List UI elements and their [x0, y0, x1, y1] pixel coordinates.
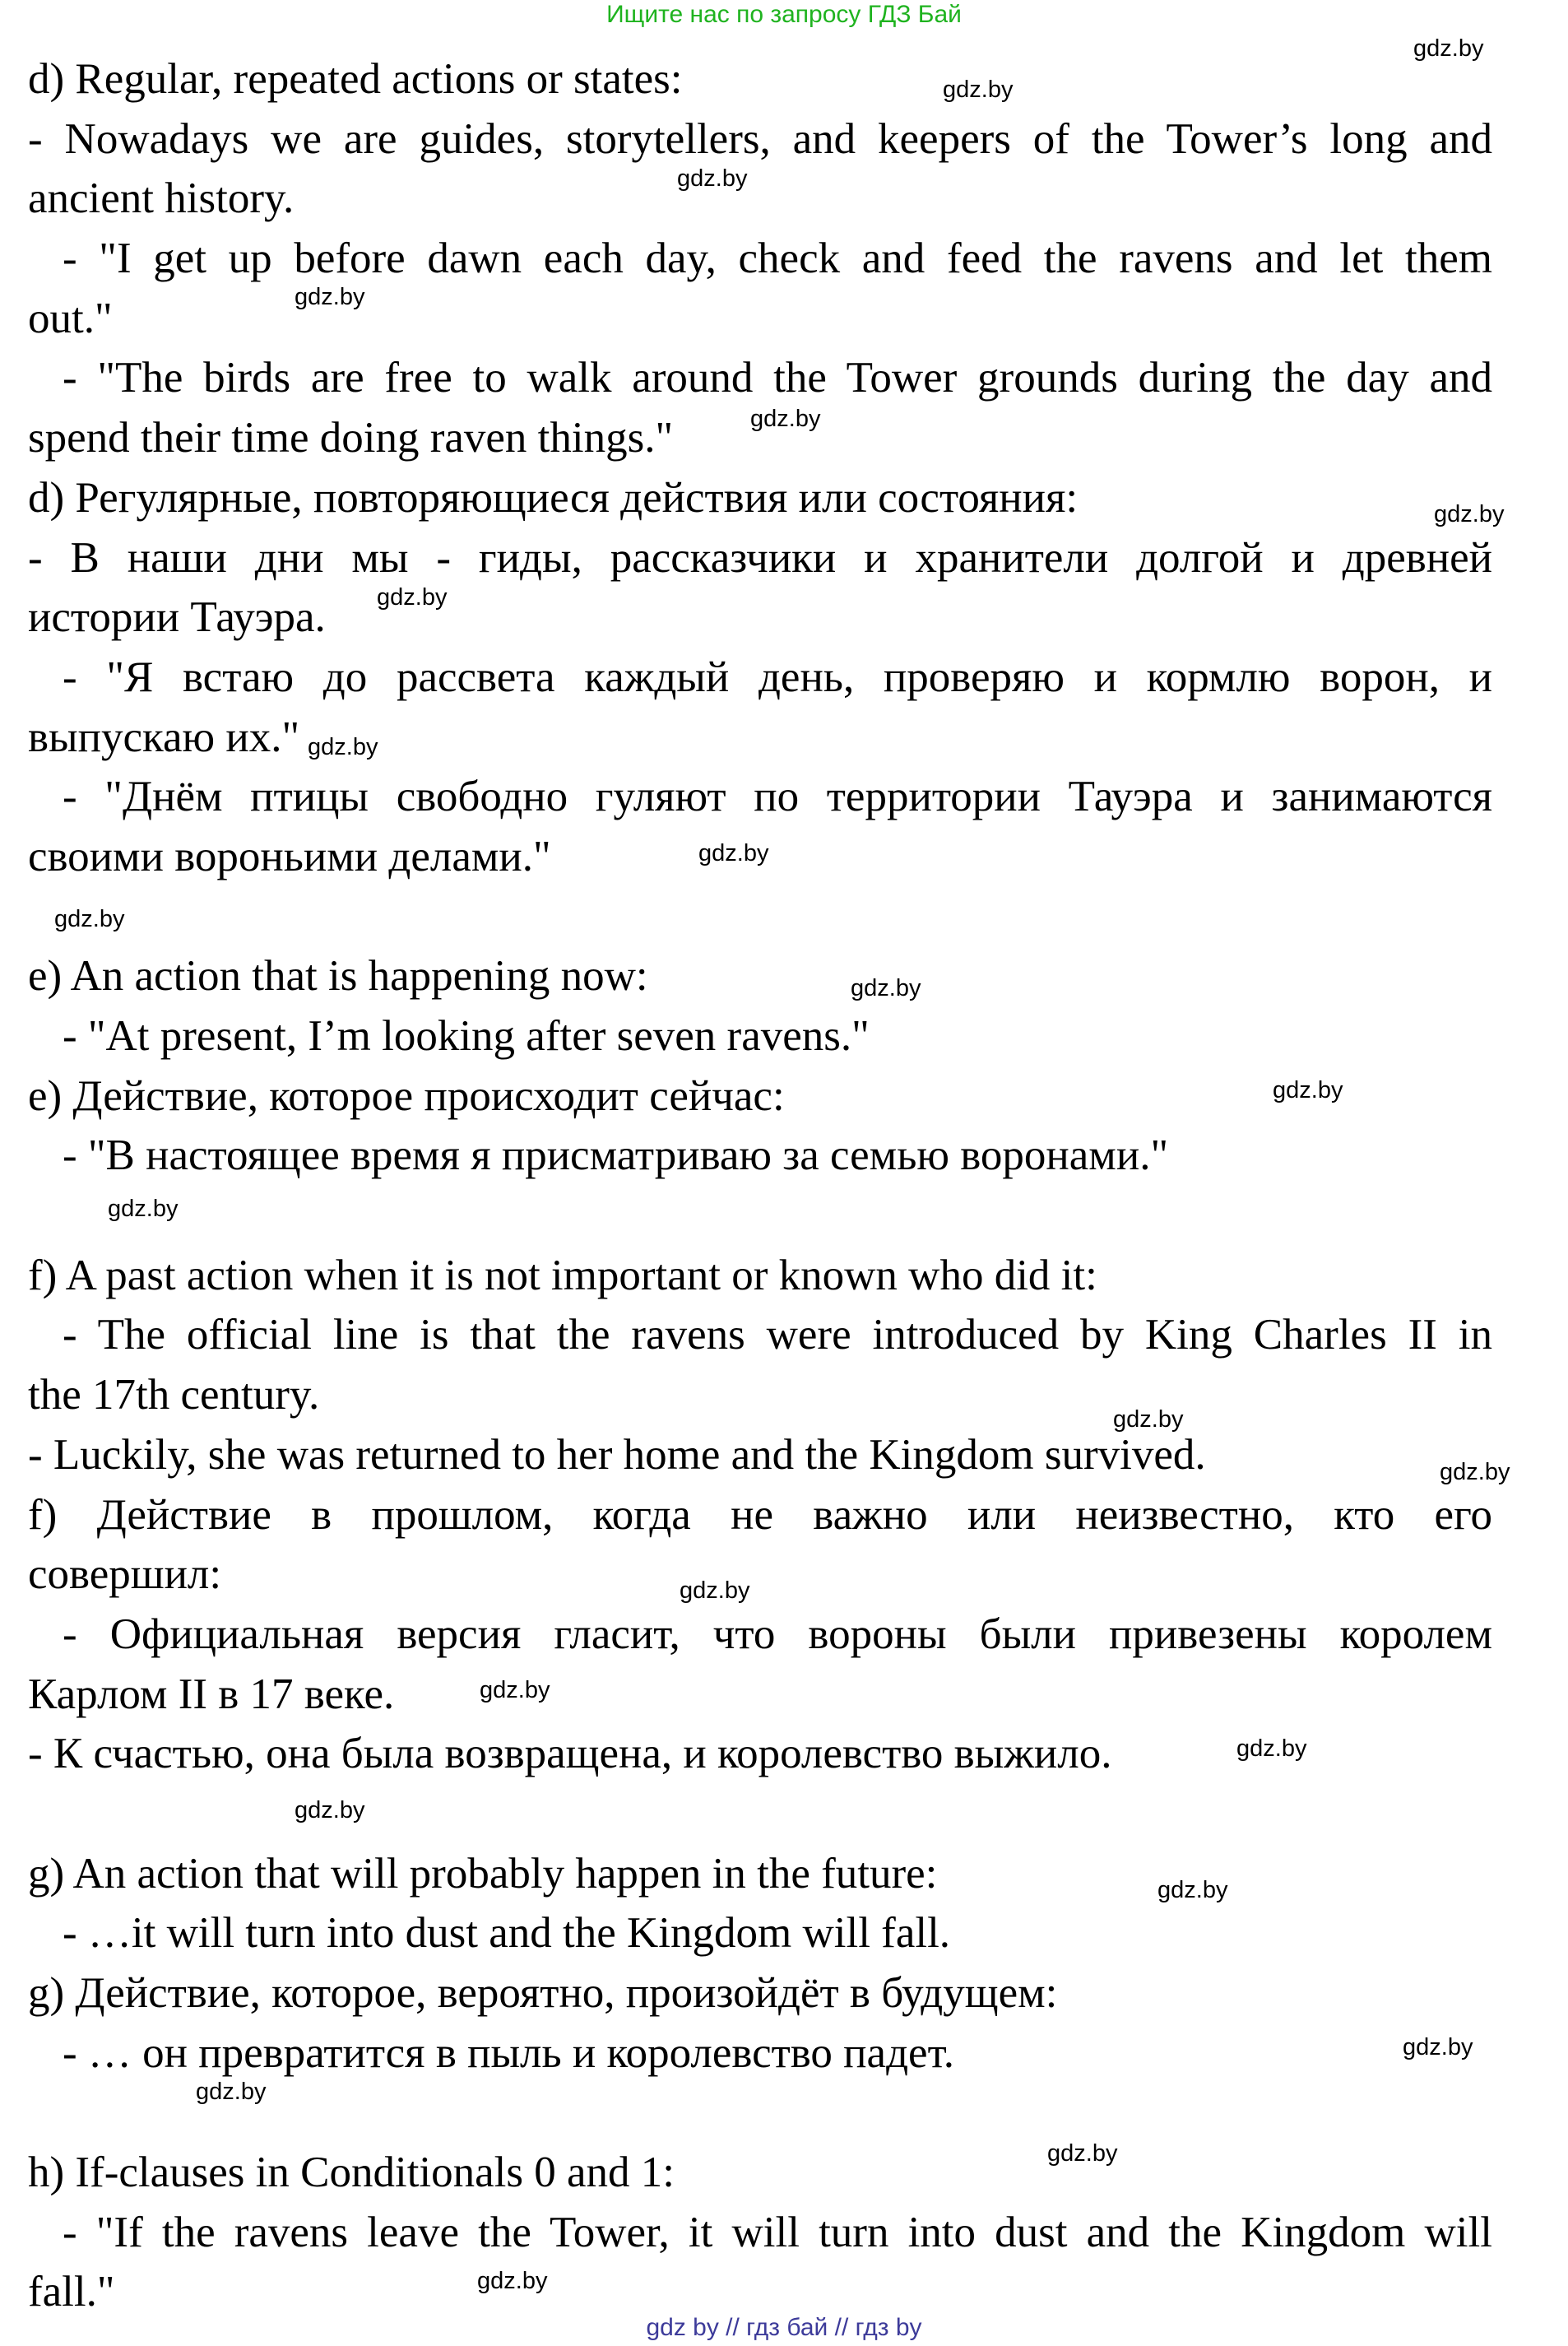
watermark: gdz.by [1236, 1735, 1307, 1762]
watermark: gdz.by [477, 2268, 548, 2294]
watermark: gdz.by [698, 840, 769, 866]
text-line: Карлом II в 17 веке. [28, 1670, 395, 1718]
text-line: out." [28, 294, 113, 342]
section-e-en-heading: e) An action that is happening now: [28, 952, 648, 1001]
footer-links: gdz by // гдз бай // гдз by [646, 2314, 922, 2341]
watermark: gdz.by [677, 165, 748, 192]
text-line: spend their time doing raven things." [28, 414, 674, 462]
watermark: gdz.by [1047, 2140, 1118, 2167]
watermark: gdz.by [108, 1196, 179, 1222]
text-line: - К счастью, она была возвращена, и королевство выжило. [28, 1730, 1112, 1778]
text-line: fall." [28, 2268, 115, 2316]
text-line: - Nowadays we are guides, storytellers, and keepers of the Tower’s long and [28, 114, 1492, 163]
text-line: - "If the ravens leave the Tower, it will turn into dust and the Kingdom will [63, 2208, 1492, 2256]
watermark: gdz.by [851, 975, 921, 1001]
text-line: - Luckily, she was returned to her home and the Kingdom survived. [28, 1430, 1206, 1479]
watermark: gdz.by [1440, 1459, 1510, 1485]
section-e-ru-heading: e) Действие, которое происходит сейчас: [28, 1071, 785, 1120]
watermark: gdz.by [480, 1677, 550, 1703]
watermark: gdz.by [196, 2079, 267, 2105]
watermark: gdz.by [943, 77, 1014, 103]
watermark: gdz.by [295, 1797, 365, 1823]
text-line: - …it will turn into dust and the Kingdom will fall. [63, 1909, 951, 1958]
text-line: ancient history. [28, 174, 295, 223]
section-d-en-heading: d) Regular, repeated actions or states: [28, 55, 683, 103]
text-line: - … он превратится в пыль и королевство падет. [63, 2028, 954, 2077]
watermark: gdz.by [1413, 35, 1484, 62]
text-line: - В наши дни мы - гиды, рассказчики и хранители долгой и древней [28, 533, 1492, 582]
watermark: gdz.by [54, 906, 125, 932]
text-line: - "The birds are free to walk around the Tower grounds during the day and [63, 354, 1492, 402]
text-line: - "Днём птицы свободно гуляют по территории Тауэра и занимаются [63, 773, 1492, 821]
text-line: своими вороньими делами." [28, 832, 551, 880]
text-line: совершил: [28, 1550, 222, 1599]
section-h-en-heading: h) If-clauses in Conditionals 0 and 1: [28, 2149, 675, 2197]
watermark: gdz.by [377, 584, 448, 611]
text-line: истории Тауэра. [28, 593, 326, 642]
section-g-en-heading: g) An action that will probably happen in the future: [28, 1849, 938, 1898]
section-f-en-heading: f) A past action when it is not important or known who did it: [28, 1251, 1097, 1299]
watermark: gdz.by [1434, 501, 1505, 527]
text-line: the 17th century. [28, 1371, 320, 1419]
watermark: gdz.by [1157, 1877, 1228, 1903]
text-line: - "В настоящее время я присматриваю за семью воронами." [63, 1131, 1169, 1180]
watermark: gdz.by [295, 284, 365, 310]
section-d-ru-heading: d) Регулярные, повторяющиеся действия или состояния: [28, 473, 1079, 522]
top-banner: Ищите нас по запросу ГДЗ Бай [606, 1, 962, 28]
watermark: gdz.by [308, 734, 378, 760]
spacer [28, 1784, 1492, 1844]
spacer [28, 887, 1492, 947]
watermark: gdz.by [750, 406, 821, 432]
section-f-ru-heading: f) Действие в прошлом, когда не важно или неизвестно, кто его [28, 1490, 1492, 1539]
section-g-ru-heading: g) Действие, которое, вероятно, произойдёт в будущем: [28, 1969, 1058, 2017]
document-body [28, 49, 1492, 2322]
text-line: - "I get up before dawn each day, check and feed the ravens and let them [63, 235, 1492, 283]
watermark: gdz.by [1273, 1077, 1343, 1103]
text-line: - "At present, I’m looking after seven ravens." [63, 1012, 870, 1060]
watermark: gdz.by [1403, 2034, 1473, 2060]
text-line: - "Я встаю до рассвета каждый день, проверяю и кормлю ворон, и [63, 653, 1492, 701]
text-line: - Официальная версия гласит, что вороны были привезены королем [63, 1610, 1492, 1658]
spacer [28, 1186, 1492, 1246]
watermark: gdz.by [1113, 1406, 1184, 1433]
watermark: gdz.by [680, 1577, 750, 1604]
text-line: выпускаю их." [28, 713, 300, 761]
text-line: - The official line is that the ravens were introduced by King Charles II in [63, 1311, 1492, 1359]
